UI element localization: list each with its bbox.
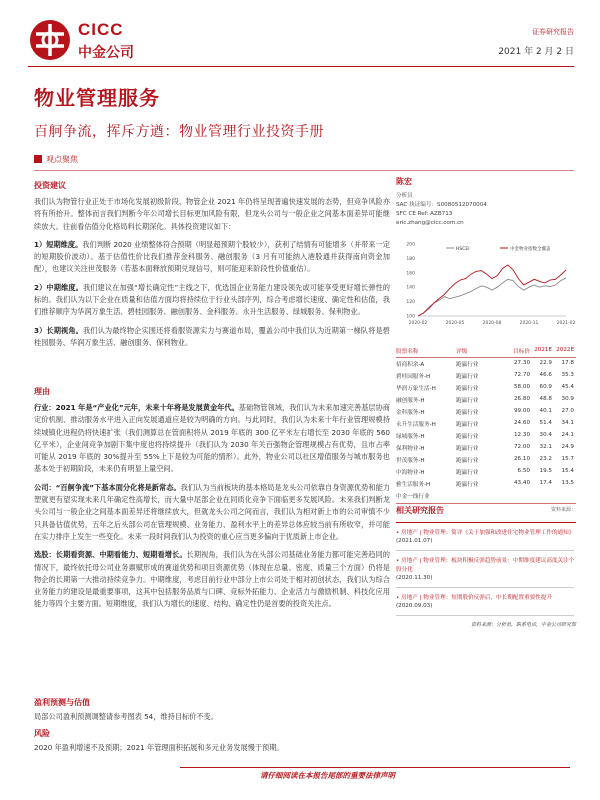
table-cell: 34.1 bbox=[561, 420, 574, 426]
reason-section bbox=[34, 386, 390, 611]
table-cell: 永升生活服务-H bbox=[396, 422, 436, 428]
table-cell: 19.5 bbox=[539, 468, 552, 474]
table-row bbox=[396, 491, 576, 503]
footer-disclaimer: 请仔细阅读在本报告尾部的重要法律声明 bbox=[260, 771, 395, 780]
stock-pick-lead: 选股：长期看资源、中期看能力、短期看增长。 bbox=[34, 550, 187, 560]
industry-paragraph bbox=[34, 402, 390, 476]
table-cell: 跑赢行业 bbox=[456, 446, 479, 452]
long-term-paragraph bbox=[34, 325, 390, 350]
short-term-lead: 1）短期维度。 bbox=[34, 239, 83, 249]
brand-cn: 中金公司 bbox=[78, 45, 134, 61]
analyst-email: eric.zhang@cicc.com.cn bbox=[396, 220, 464, 226]
analyst-sac: SAC 执证编号：S0080512070004 bbox=[396, 202, 487, 208]
table-cell: 35.3 bbox=[561, 372, 574, 378]
table-cell: 跑赢行业 bbox=[456, 434, 479, 440]
related-item-title[interactable]: • 房地产 | 物业管理：短期股价反弹后，中长期配置重要性提升 bbox=[396, 595, 552, 601]
table-cell: 51.4 bbox=[539, 420, 552, 426]
table-cell: 世茂服务-H bbox=[396, 458, 425, 464]
analyst-name: 陈宏 bbox=[396, 177, 412, 186]
x-tick-label: 2020-11 bbox=[519, 321, 539, 326]
y-tick-label: 140 bbox=[406, 285, 415, 291]
table-header-cell: 2022E bbox=[556, 347, 574, 353]
x-tick-label: 2020-05 bbox=[445, 321, 465, 326]
analyst-role: 分析员 bbox=[396, 193, 413, 199]
table-source: 资料来源： bbox=[550, 507, 576, 513]
risk-section bbox=[34, 728, 390, 754]
table-cell: 27.30 bbox=[513, 360, 530, 366]
table-cell: 24.1 bbox=[561, 432, 574, 438]
table-header-cell: 2021E bbox=[534, 347, 552, 353]
table-cell: 6.50 bbox=[517, 468, 530, 474]
estimate-text: 局部公司盈利预测调整请参考图表 54，维持目标价不变。 bbox=[34, 712, 218, 721]
table-header-row bbox=[396, 346, 576, 358]
title-divider bbox=[34, 170, 574, 171]
table-row bbox=[396, 455, 576, 467]
table-row bbox=[396, 395, 576, 407]
table-cell: 48.8 bbox=[539, 396, 552, 402]
table-cell: 金科服务-H bbox=[396, 410, 425, 416]
cicc-logo-mark bbox=[28, 18, 72, 62]
stock-pick-text: 长期视角，我们认为在头部公司基础业务能力都可能完善趋同的情况下，最终依托母公司业务禀赋形成的赛道优势和项目资源优势（体现在总量、密度、质量三个方面）仍将是物企的长期第一大推动持续竞争力。中期维度，考虑目前行业中部分上市公司处于相对初创状态，我们认为综合业务能力的建设是最重要事项，这其中包括服务品质与口碑、竞标外拓能力、企业活力与激励机制、科技化应用能力等四个主要方面。短期维度，我们认为增长的速度、结构、确定性仍是首要的投资关注点。 bbox=[34, 550, 390, 609]
table-row bbox=[396, 407, 576, 419]
table-row bbox=[396, 467, 576, 479]
related-source: 资料来源：分析员，联系电话，中金公司研究部 bbox=[470, 622, 576, 628]
table-cell: 中海物业-H bbox=[396, 470, 425, 476]
report-subtitle: 百舸争流，挥斥方遒：物业管理行业投资手册 bbox=[34, 124, 324, 140]
risk-text: 2020 年盈利增速不及预期；2021 年管理面积拓展和多元业务发展慢于预期。 bbox=[34, 743, 284, 752]
related-item-title[interactable]: • 房地产 | 物业管理：板块积极反弹趋势前景：中期维度建议高度关注个股分化 bbox=[396, 558, 575, 573]
legend-label: 中金物业指数全覆盖 bbox=[510, 247, 551, 252]
mid-term-lead: 2）中期维度。 bbox=[34, 282, 83, 292]
table-cell: 99.00 bbox=[513, 408, 530, 414]
table-cell: 26.80 bbox=[513, 396, 530, 402]
investment-intro: 我们认为物管行业正处于市场化发展初级阶段，物管企业 2021 年仍将呈现普遍快速发展的态势，但竞争风险亦将有所抬升。整体而言我们判断今年公司增长目标更加风险有限，但龙头公司与一般企业之间基本面差异可能继续放大。往前看估值分化格局料长期深化。具体投资建议如下： bbox=[34, 197, 390, 231]
analyst-block bbox=[396, 176, 576, 228]
company-paragraph bbox=[34, 482, 390, 543]
table-rule bbox=[396, 503, 576, 504]
related-item-date: (2021.01.07) bbox=[396, 538, 433, 544]
series-line-0 bbox=[418, 278, 566, 316]
table-cell: 58.00 bbox=[513, 384, 530, 390]
company-lead: 公司：“百舸争流”下基本面分化将是新常态。 bbox=[34, 482, 181, 492]
table-cell: 华润万象生活-H bbox=[396, 386, 436, 392]
table-row bbox=[396, 443, 576, 455]
analyst-details bbox=[396, 192, 576, 228]
table-cell: 跑赢行业 bbox=[456, 362, 479, 368]
industry-text: 基础物管领域，我们认为未来加速完善基层协商定价机制、推动服务水平进入正向发展通道应是较为明确的方向。与此同时，我们认为未来十年行业管理规模持续城镇化进程仍将快速扩张（我们测算总在管面积将从 2019 年底的 300 亿平米左右增长至 2030 年底的 560 亿平米），企业间竞争加剧下集中度也将持续提升（我们认为 2030 年关百强物企管理规模占有优势，且市占率可能从 2019 年底的 30%提升至 55%上下是较为可能的情形）。此外，物业公司以社区增值服务与城市服务也基本处于初期阶段，未来仍有明显上量空间。 bbox=[34, 403, 390, 474]
table-cell: 跑赢行业 bbox=[456, 458, 479, 464]
brand-en: CICC bbox=[78, 20, 124, 39]
table-cell: 13.5 bbox=[561, 480, 574, 486]
tag-label: 观点聚焦 bbox=[46, 155, 78, 164]
table-cell: 跑赢行业 bbox=[456, 374, 479, 380]
table-cell: 17.4 bbox=[539, 480, 552, 486]
related-research bbox=[396, 505, 576, 628]
related-item-date: (2020.09.03) bbox=[396, 603, 433, 609]
table-cell: 跑赢行业 bbox=[456, 422, 479, 428]
x-tick-label: 2021-02 bbox=[556, 321, 576, 326]
table-cell: 30.4 bbox=[539, 432, 552, 438]
stock-pick-paragraph bbox=[34, 549, 390, 610]
short-term-paragraph bbox=[34, 239, 390, 276]
related-item-date: (2020.11.30) bbox=[396, 575, 433, 581]
table-row bbox=[396, 359, 576, 371]
chart-lines bbox=[418, 265, 566, 316]
table-cell: 30.9 bbox=[561, 396, 574, 402]
table-cell: 跑赢行业 bbox=[456, 386, 479, 392]
table-header-cell: 评级 bbox=[456, 349, 468, 355]
performance-chart bbox=[396, 236, 576, 332]
mid-term-text: 我们建议在加强“增长确定性”主线之下，优选国企业务能力建设领先或可能享受更好增长弹性的标的。我们认为以下企业在质量和估值方面均将持续位于行业头部序列，综合考虑增长速度、确定性和估值，我们推荐顺序为华润万象生活、碧桂园服务、融创服务、金科服务、永升生活服务、绿城服务、保利物业。 bbox=[34, 282, 390, 317]
y-tick-label: 120 bbox=[406, 300, 415, 306]
table-cell: 60.9 bbox=[539, 384, 552, 390]
related-item[interactable] bbox=[396, 529, 576, 544]
table-cell: 26.10 bbox=[513, 456, 530, 462]
table-cell: 绿城服务-H bbox=[396, 434, 425, 440]
table-cell: 12.30 bbox=[513, 432, 530, 438]
table-cell: 72.70 bbox=[513, 372, 530, 378]
long-term-lead: 3）长期视角。 bbox=[34, 325, 83, 335]
table-cell: 45.4 bbox=[561, 384, 574, 390]
report-title: 物业管理服务 bbox=[34, 86, 160, 110]
table-row bbox=[396, 431, 576, 443]
section-heading-investment: 投资建议 bbox=[34, 181, 66, 190]
table-cell: 32.1 bbox=[539, 444, 552, 450]
related-separator bbox=[396, 615, 574, 616]
tag-square-icon bbox=[34, 155, 42, 163]
chart-legend bbox=[446, 245, 551, 252]
related-item-title[interactable]: • 房地产 | 物业管理：简评《关于加强和改进住宅物业管理工作的通知》 bbox=[396, 530, 575, 536]
table-cell: 跑赢行业 bbox=[456, 410, 479, 416]
table-cell: 27.0 bbox=[561, 408, 574, 414]
y-tick-label: 100 bbox=[406, 314, 415, 320]
table-cell: 17.8 bbox=[561, 360, 574, 366]
company-text: 我们认为当前板块的基本格局是龙头公司依靠自身资源优势和能力塑就更有望实现未来几年确定性高增长，而大量中尾部企业在同质化竞争下面临更多发展风险。未来我们判断龙头公司与一般企业之间基本面差异还将继续放大，但就龙头公司之间而言，我们认为相对新上市的公司审慎不少只具备估值优势，五年之后头部公司在管理规模、业务能力、盈利水平上的差异总体应较当前有所收窄，并可能在实力排序上发生一些变化。未来一段时间我们认为投资的重心应当更多偏向于优质新上市企业。 bbox=[34, 482, 390, 541]
table-cell: 中金一线行业 bbox=[396, 494, 430, 500]
table-cell: 保利物业-H bbox=[396, 446, 425, 452]
estimate-section bbox=[34, 697, 390, 723]
related-divider bbox=[396, 522, 576, 523]
y-tick-label: 180 bbox=[406, 256, 415, 262]
table-cell: 雅生活服务-H bbox=[396, 482, 431, 488]
table-cell: 融创服务-H bbox=[396, 398, 425, 404]
section-heading-reason: 理由 bbox=[34, 387, 50, 396]
industry-lead: 行业：2021 年是“产业化”元年，未来十年将是发展黄金年代。 bbox=[34, 403, 239, 412]
y-tick-label: 200 bbox=[406, 242, 415, 248]
table-cell: 招商积余-A bbox=[396, 362, 425, 368]
report-type: 证券研究报告 bbox=[532, 28, 574, 36]
table-cell: 24.9 bbox=[561, 444, 574, 450]
analyst-sfc: SFC CE Ref: AZB713 bbox=[396, 211, 453, 217]
table-cell: 15.4 bbox=[561, 468, 574, 474]
table-cell: 40.1 bbox=[539, 408, 552, 414]
long-term-text: 我们认为最终物企实围还将看服资源实力与赛道布局，覆盖公司中我们认为近期第一梯队将是碧桂园服务、华润万象生活、融创服务、保利物业。 bbox=[34, 325, 390, 347]
table-header-cell: 目标价 bbox=[513, 349, 530, 355]
related-heading: 相关研究报告 bbox=[396, 506, 444, 515]
table-row bbox=[396, 419, 576, 431]
table-row bbox=[396, 383, 576, 395]
footer-divider bbox=[180, 767, 570, 768]
related-item[interactable] bbox=[396, 557, 576, 581]
header-divider bbox=[28, 66, 574, 67]
table-cell: 72.00 bbox=[513, 444, 530, 450]
table-row bbox=[396, 479, 576, 491]
table-cell: 43.40 bbox=[513, 480, 530, 486]
report-date: 2021 年 2 月 2 日 bbox=[498, 47, 574, 57]
section-heading-estimate: 盈利预测与估值 bbox=[34, 698, 90, 707]
related-item[interactable] bbox=[396, 594, 576, 609]
chart-grid bbox=[406, 242, 575, 327]
x-tick-label: 2020-02 bbox=[408, 321, 428, 326]
table-cell: 跑赢行业 bbox=[456, 470, 479, 476]
x-tick-label: 2020-08 bbox=[482, 321, 502, 326]
table-cell: 跑赢行业 bbox=[456, 482, 479, 488]
table-cell: 跑赢行业 bbox=[456, 398, 479, 404]
related-separator bbox=[396, 587, 574, 588]
table-cell: 46.6 bbox=[539, 372, 552, 378]
mid-term-paragraph bbox=[34, 282, 390, 319]
table-cell: 24.60 bbox=[513, 420, 530, 426]
y-tick-label: 160 bbox=[406, 271, 415, 277]
table-cell: 碧桂园服务-H bbox=[396, 374, 431, 380]
table-rule bbox=[396, 357, 576, 358]
table-header-cell: 股票名称 bbox=[396, 349, 419, 355]
table-cell: 22.9 bbox=[539, 360, 552, 366]
legend-label: HSCEI bbox=[456, 247, 470, 252]
related-separator bbox=[396, 550, 574, 551]
section-heading-risk: 风险 bbox=[34, 729, 50, 738]
table-cell: 15.7 bbox=[561, 456, 574, 462]
table-cell: 23.2 bbox=[539, 456, 552, 462]
investment-section bbox=[34, 180, 390, 349]
table-row bbox=[396, 371, 576, 383]
short-term-text: 我们判断 2020 业绩整体符合预期（明显超预期个股较少），获利了结情有可能增多（并带来一定的短期股价波动）。基于估值性价比我们推荐金科服务、融创服务（3 月有可能纳入港股通并获得南向资金加配），也建议关注世茂服务（若基本面释放预期兑现信号，则可能迎来阶段性价值重估）。 bbox=[34, 239, 390, 274]
